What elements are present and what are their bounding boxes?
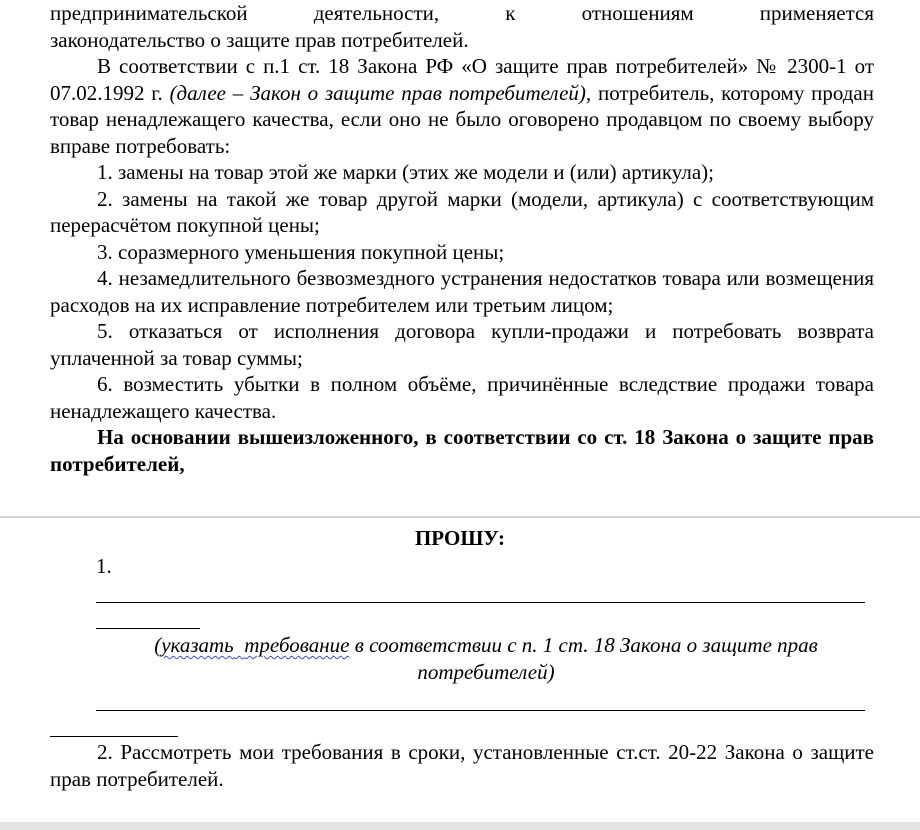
claim-body-text <box>50 0 874 477</box>
law-reference-paragraph <box>50 53 874 159</box>
request-item-1-hint <box>96 632 876 686</box>
right-item-6: 6. возместить убытки в полном объёме, причинённые вследствие продажи товара ненадлежащего качества. <box>50 372 874 423</box>
hint-rest: в соответствии с п. 1 ст. 18 Закона о защите прав потребителей) <box>349 633 818 684</box>
intro-tail-line2: законодательство о защите прав потребителей. <box>50 27 469 52</box>
fill-line-1-tail <box>96 628 200 629</box>
intro-tail-line1: предпринимательской деятельности, к отношениям применяется <box>50 1 874 25</box>
hint-word-requirement: требование <box>244 633 350 657</box>
law-reference-start: В соответствии с п.1 ст. 18 Закона РФ «О защите прав потребителей» № 2300-1 от 07.02.1992 г. <box>50 54 874 105</box>
right-item-1: 1. замены на товар этой же марки (этих же модели и (или) артикула); <box>97 160 714 184</box>
basis-paragraph: На основании вышеизложенного, в соответствии со ст. 18 Закона о защите прав потребителей, <box>50 425 874 476</box>
law-reference-italic: (далее – Закон о защите прав потребителей), <box>169 80 592 105</box>
right-item-3: 3. соразмерного уменьшения покупной цены; <box>97 239 505 264</box>
right-item-4: 4. незамедлительного безвозмездного устранения недостатков товара или возмещения расходов на их исправление потребителем или третьим лицом; <box>50 266 874 317</box>
request-item-1-number: 1. <box>96 554 112 578</box>
request-heading: ПРОШУ: <box>414 526 506 550</box>
request-item-2-text: 2. Рассмотреть мои требования в сроки, установленные ст.ст. 20-22 Закона о защите прав потребителей. <box>50 740 874 791</box>
law-reference-end: потребитель, которому продан товар ненадлежащего качества, если оно не было оговорено продавцом по своему выбору вправе потребовать: <box>50 80 874 158</box>
fill-line-2-tail <box>50 736 178 737</box>
request-item-2 <box>50 739 874 793</box>
page-bottom-edge <box>0 822 920 830</box>
right-item-5: 5. отказаться от исполнения договора купли-продажи и потребовать возврата уплаченной за товар суммы; <box>50 319 874 370</box>
right-item-2: 2. замены на такой же товар другой марки (модели, артикула) с соответствующим перерасчётом покупной цены; <box>50 186 874 237</box>
fill-line-1 <box>96 602 865 603</box>
hint-space <box>234 633 245 657</box>
fill-line-2 <box>96 710 865 711</box>
hint-open-paren: ( <box>154 633 162 657</box>
hint-word-specify: указать <box>161 633 234 657</box>
